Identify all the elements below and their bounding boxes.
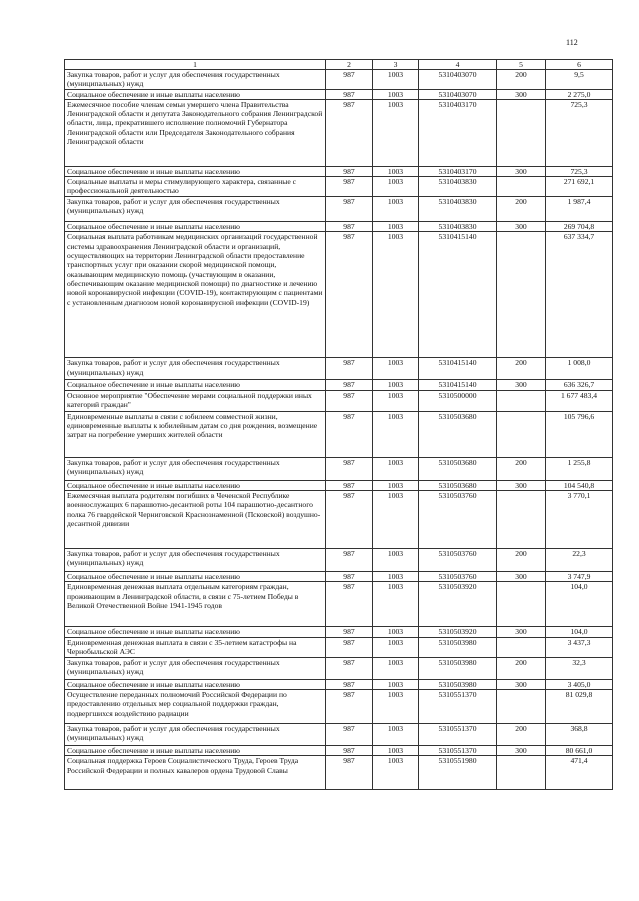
target-code-cell: 5310503680 [419,411,497,457]
item-name-cell: Социальное обеспечение и иные выплаты населению [65,679,326,689]
admin-code-cell: 987 [326,70,373,90]
section-code-cell: 1003 [373,457,419,480]
target-code-cell: 5310403830 [419,177,497,197]
item-name-cell: Социальное обеспечение и иные выплаты населению [65,627,326,637]
amount-cell: 80 661,0 [546,745,613,755]
section-code-cell: 1003 [373,89,419,99]
admin-code-cell: 987 [326,166,373,176]
item-name-cell: Закупка товаров, работ и услуг для обеспечения государственных (муниципальных) нужд [65,358,326,380]
admin-code-cell: 987 [326,197,373,222]
target-code-cell: 5310503980 [419,637,497,657]
target-code-cell: 5310503680 [419,480,497,490]
target-code-cell: 5310503680 [419,457,497,480]
amount-cell: 271 692,1 [546,177,613,197]
section-code-cell: 1003 [373,177,419,197]
amount-cell: 636 326,7 [546,380,613,390]
item-name-cell: Единовременная денежная выплата в связи с 35-летием катастрофы на Чернобыльской АЭС [65,637,326,657]
amount-cell: 104,0 [546,627,613,637]
table-row [65,637,613,657]
amount-cell: 81 029,8 [546,689,613,723]
expense-type-cell: 200 [497,197,546,222]
target-code-cell: 5310403070 [419,70,497,90]
section-code-cell: 1003 [373,627,419,637]
header-cell: 6 [546,60,613,70]
admin-code-cell: 987 [326,89,373,99]
header-cell: 4 [419,60,497,70]
expense-type-cell: 300 [497,627,546,637]
target-code-cell: 5310503760 [419,549,497,572]
target-code-cell: 5310403170 [419,166,497,176]
section-code-cell: 1003 [373,689,419,723]
target-code-cell: 5310503980 [419,657,497,679]
admin-code-cell: 987 [326,582,373,627]
item-name-cell: Социальное обеспечение и иные выплаты населению [65,89,326,99]
section-code-cell: 1003 [373,491,419,549]
section-code-cell: 1003 [373,679,419,689]
expense-type-cell [497,637,546,657]
target-code-cell: 5310503920 [419,582,497,627]
target-code-cell: 5310503980 [419,679,497,689]
expense-type-cell: 200 [497,457,546,480]
section-code-cell: 1003 [373,480,419,490]
section-code-cell: 1003 [373,756,419,790]
item-name-cell: Закупка товаров, работ и услуг для обеспечения государственных (муниципальных) нужд [65,197,326,222]
expense-type-cell: 300 [497,89,546,99]
target-code-cell: 5310503920 [419,627,497,637]
admin-code-cell: 987 [326,390,373,411]
expense-type-cell: 200 [497,723,546,745]
header-cell: 2 [326,60,373,70]
target-code-cell: 5310551370 [419,689,497,723]
amount-cell: 3 437,3 [546,637,613,657]
amount-cell: 2 275,0 [546,89,613,99]
expense-type-cell [497,390,546,411]
table-row [65,756,613,790]
item-name-cell: Ежемесячное пособие членам семьи умершего члена Правительства Ленинградской области и депутата Законодательного собрания Ленинградской области, лица, прекратившего исполнение полномочий Губернатора Ленинградской области или Председателя Законодательного собрания Ленинградской области [65,99,326,166]
target-code-cell: 5310415140 [419,380,497,390]
amount-cell: 105 796,6 [546,411,613,457]
header-row [65,60,613,70]
section-code-cell: 1003 [373,197,419,222]
table-row [65,491,613,549]
expense-type-cell: 200 [497,358,546,380]
item-name-cell: Социальное обеспечение и иные выплаты населению [65,380,326,390]
expense-type-cell: 300 [497,166,546,176]
amount-cell: 22,3 [546,549,613,572]
expense-type-cell [497,491,546,549]
section-code-cell: 1003 [373,99,419,166]
expense-type-cell [497,411,546,457]
section-code-cell: 1003 [373,358,419,380]
section-code-cell: 1003 [373,572,419,582]
section-code-cell: 1003 [373,637,419,657]
item-name-cell: Единовременная денежная выплата отдельным категориям граждан, проживающим в Ленинградской области, в связи с 75-летием Победы в Великой Отечественной Войне 1941-1945 годов [65,582,326,627]
amount-cell: 1 677 483,4 [546,390,613,411]
admin-code-cell: 987 [326,411,373,457]
target-code-cell: 5310503760 [419,491,497,549]
item-name-cell: Социальное обеспечение и иные выплаты населению [65,745,326,755]
target-code-cell: 5310500000 [419,390,497,411]
target-code-cell: 5310403830 [419,222,497,232]
amount-cell: 9,5 [546,70,613,90]
amount-cell: 471,4 [546,756,613,790]
table-row [65,411,613,457]
item-name-cell: Закупка товаров, работ и услуг для обеспечения государственных (муниципальных) нужд [65,549,326,572]
table-row [65,745,613,755]
amount-cell: 3 405,0 [546,679,613,689]
amount-cell: 1 255,8 [546,457,613,480]
expense-type-cell [497,756,546,790]
table-row [65,657,613,679]
item-name-cell: Социальное обеспечение и иные выплаты населению [65,480,326,490]
table-row [65,723,613,745]
item-name-cell: Основное мероприятие "Обеспечение мерами социальной поддержки иных категорий граждан" [65,390,326,411]
admin-code-cell: 987 [326,756,373,790]
table-row [65,380,613,390]
section-code-cell: 1003 [373,380,419,390]
table-row [65,89,613,99]
expense-type-cell: 300 [497,222,546,232]
section-code-cell: 1003 [373,222,419,232]
admin-code-cell: 987 [326,491,373,549]
item-name-cell: Закупка товаров, работ и услуг для обеспечения государственных (муниципальных) нужд [65,723,326,745]
expense-type-cell [497,99,546,166]
amount-cell: 368,8 [546,723,613,745]
target-code-cell: 5310403170 [419,99,497,166]
table-row [65,358,613,380]
expense-type-cell [497,582,546,627]
admin-code-cell: 987 [326,572,373,582]
amount-cell: 725,3 [546,166,613,176]
table-row [65,679,613,689]
table-row [65,177,613,197]
admin-code-cell: 987 [326,457,373,480]
item-name-cell: Закупка товаров, работ и услуг для обеспечения государственных (муниципальных) нужд [65,457,326,480]
expense-type-cell [497,177,546,197]
amount-cell: 104 540,8 [546,480,613,490]
admin-code-cell: 987 [326,627,373,637]
target-code-cell: 5310403070 [419,89,497,99]
admin-code-cell: 987 [326,745,373,755]
header-cell: 1 [65,60,326,70]
section-code-cell: 1003 [373,166,419,176]
expense-type-cell: 300 [497,572,546,582]
target-code-cell: 5310551370 [419,723,497,745]
section-code-cell: 1003 [373,549,419,572]
expense-type-cell [497,689,546,723]
table-row [65,582,613,627]
table-row [65,99,613,166]
item-name-cell: Социальные выплаты и меры стимулирующего характера, связанные с профессиональной деятельностью [65,177,326,197]
table-body [65,70,613,790]
table-row [65,166,613,176]
table-row [65,197,613,222]
expense-type-cell: 200 [497,70,546,90]
section-code-cell: 1003 [373,390,419,411]
item-name-cell: Социальная поддержка Героев Социалистического Труда, Героев Труда Российской Федерации и полных кавалеров ордена Трудовой Славы [65,756,326,790]
item-name-cell: Закупка товаров, работ и услуг для обеспечения государственных (муниципальных) нужд [65,657,326,679]
section-code-cell: 1003 [373,232,419,358]
header-cell: 3 [373,60,419,70]
admin-code-cell: 987 [326,549,373,572]
admin-code-cell: 987 [326,177,373,197]
admin-code-cell: 987 [326,380,373,390]
target-code-cell: 5310415140 [419,358,497,380]
page-number: 112 [566,38,578,47]
amount-cell: 32,3 [546,657,613,679]
table-row [65,390,613,411]
amount-cell: 3 770,1 [546,491,613,549]
expense-type-cell: 300 [497,745,546,755]
admin-code-cell: 987 [326,232,373,358]
target-code-cell: 5310551980 [419,756,497,790]
item-name-cell: Единовременные выплаты в связи с юбилеем совместной жизни, единовременные выплаты к юбилейным датам со дня рождения, возмещение затрат на погребение умерших жителей области [65,411,326,457]
item-name-cell: Закупка товаров, работ и услуг для обеспечения государственных (муниципальных) нужд [65,70,326,90]
admin-code-cell: 987 [326,358,373,380]
item-name-cell: Социальное обеспечение и иные выплаты населению [65,572,326,582]
item-name-cell: Осуществление переданных полномочий Российской Федерации по предоставлению отдельных мер социальной поддержки граждан, подвергшихся воздействию радиации [65,689,326,723]
target-code-cell: 5310415140 [419,232,497,358]
item-name-cell: Социальное обеспечение и иные выплаты населению [65,166,326,176]
table-row [65,70,613,90]
table-row [65,572,613,582]
section-code-cell: 1003 [373,745,419,755]
amount-cell: 3 747,9 [546,572,613,582]
expense-type-cell: 200 [497,549,546,572]
expense-type-cell: 200 [497,657,546,679]
item-name-cell: Ежемесячная выплата родителям погибших в Чеченской Республике военнослужащих 6 парашютно-десантной роты 104 парашютно-десантного полка 76 гвардейской Черниговской Краснознаменной (Псковской) воздушно-десантной дивизии [65,491,326,549]
expense-type-cell: 300 [497,380,546,390]
header-cell: 5 [497,60,546,70]
expense-type-cell [497,232,546,358]
expense-type-cell: 300 [497,679,546,689]
section-code-cell: 1003 [373,411,419,457]
table-row [65,689,613,723]
table-row [65,457,613,480]
amount-cell: 269 704,8 [546,222,613,232]
amount-cell: 1 008,0 [546,358,613,380]
target-code-cell: 5310503760 [419,572,497,582]
admin-code-cell: 987 [326,222,373,232]
section-code-cell: 1003 [373,723,419,745]
item-name-cell: Социальная выплата работникам медицинских организаций государственной системы здравоохранения Ленинградской области и организаций, осуществляющих на территории Ленинградской области предоставление транспортных услуг при оказании скорой медицинской помощи, оказывающим медицинскую помощь (участвующим в оказании, обеспечивающим оказание медицинской помощи) по диагностике и лечению новой коронавирусной инфекции (COVID-19), контактирующим с пациентами с установленным диагнозом новой коронавирусной инфекции (COVID-19) [65,232,326,358]
amount-cell: 1 987,4 [546,197,613,222]
table-row [65,549,613,572]
amount-cell: 725,3 [546,99,613,166]
amount-cell: 104,0 [546,582,613,627]
expense-type-cell: 300 [497,480,546,490]
amount-cell: 637 334,7 [546,232,613,358]
section-code-cell: 1003 [373,70,419,90]
table-row [65,232,613,358]
admin-code-cell: 987 [326,679,373,689]
table-row [65,480,613,490]
section-code-cell: 1003 [373,582,419,627]
item-name-cell: Социальное обеспечение и иные выплаты населению [65,222,326,232]
admin-code-cell: 987 [326,723,373,745]
admin-code-cell: 987 [326,657,373,679]
table-row [65,627,613,637]
target-code-cell: 5310551370 [419,745,497,755]
table-row [65,222,613,232]
admin-code-cell: 987 [326,480,373,490]
admin-code-cell: 987 [326,637,373,657]
admin-code-cell: 987 [326,689,373,723]
admin-code-cell: 987 [326,99,373,166]
target-code-cell: 5310403830 [419,197,497,222]
section-code-cell: 1003 [373,657,419,679]
budget-table [64,59,613,790]
